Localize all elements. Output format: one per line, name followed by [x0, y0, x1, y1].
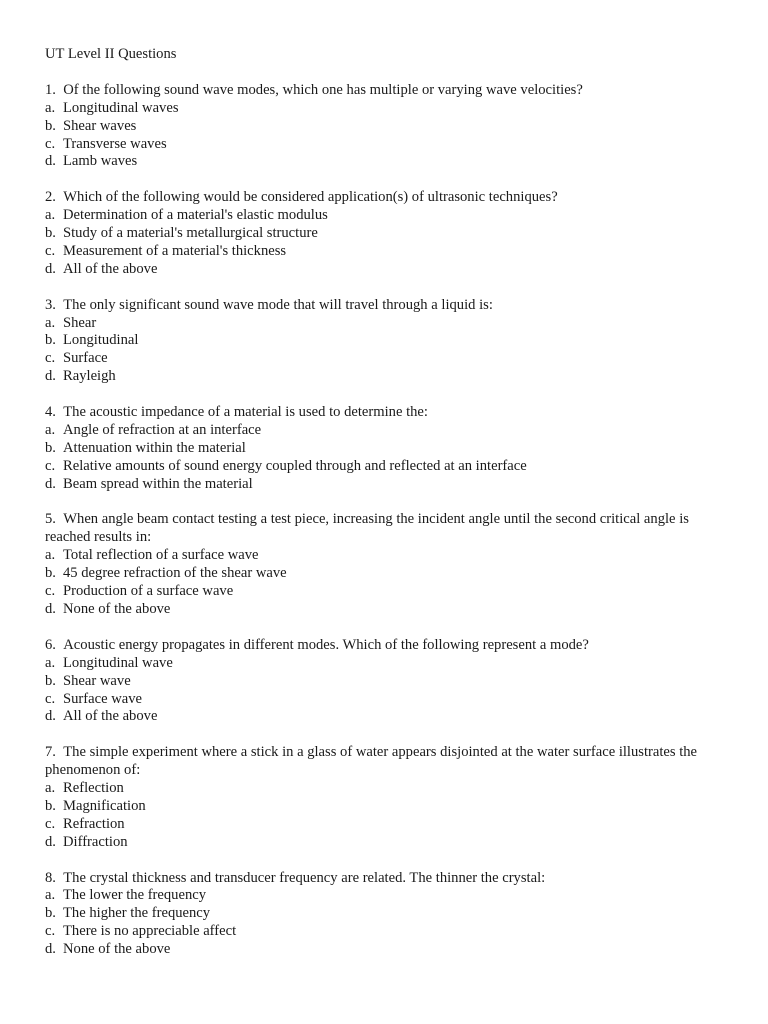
option-letter: a. [45, 421, 56, 438]
option-letter: c. [45, 350, 56, 367]
option-letter: d. [45, 941, 56, 958]
option-letter: d. [45, 708, 56, 725]
question-number: 4. [45, 404, 56, 421]
question-text [45, 511, 735, 547]
answer-option [45, 243, 735, 261]
question-text [45, 297, 735, 315]
option-text: Transverse waves [63, 135, 167, 152]
question-number: 5. [45, 511, 56, 528]
option-text: Beam spread within the material [63, 475, 253, 492]
answer-option [45, 458, 735, 476]
option-letter: a. [45, 887, 56, 904]
option-text: Diffraction [63, 833, 128, 850]
option-text: Magnification [63, 797, 146, 814]
option-text: Rayleigh [63, 368, 116, 385]
option-text: Angle of refraction at an interface [63, 421, 262, 438]
answer-option [45, 440, 735, 458]
option-text: Longitudinal [63, 332, 139, 349]
answer-option [45, 583, 735, 601]
option-letter: b. [45, 225, 56, 242]
answer-option [45, 655, 735, 673]
option-letter: d. [45, 368, 56, 385]
option-text: Attenuation within the material [63, 439, 246, 456]
option-text: Shear wave [63, 672, 131, 689]
question-text [45, 637, 735, 655]
option-letter: a. [45, 99, 56, 116]
option-text: Lamb waves [63, 153, 138, 170]
option-letter: b. [45, 117, 56, 134]
question-stem: Which of the following would be considered application(s) of ultrasonic techniques? [63, 189, 558, 206]
option-letter: c. [45, 923, 56, 940]
option-text: All of the above [63, 708, 158, 725]
option-letter: d. [45, 475, 56, 492]
option-text: Measurement of a material's thickness [63, 242, 287, 259]
answer-option [45, 368, 735, 386]
option-text: Refraction [63, 815, 125, 832]
question-list [45, 82, 735, 959]
option-letter: d. [45, 153, 56, 170]
question-stem: The crystal thickness and transducer frequency are related. The thinner the crystal: [63, 869, 546, 886]
option-text: Surface wave [63, 690, 143, 707]
question-text [45, 870, 735, 888]
option-text: Shear waves [63, 117, 137, 134]
question-6 [45, 637, 735, 727]
option-text: Shear [63, 314, 97, 331]
document-title: UT Level II Questions [45, 46, 177, 62]
question-5 [45, 511, 735, 618]
option-text: All of the above [63, 260, 158, 277]
answer-option [45, 332, 735, 350]
answer-option [45, 923, 735, 941]
option-letter: a. [45, 547, 56, 564]
answer-option [45, 136, 735, 154]
option-letter: c. [45, 457, 56, 474]
option-letter: b. [45, 332, 56, 349]
question-number: 3. [45, 296, 56, 313]
answer-option [45, 422, 735, 440]
question-stem: The acoustic impedance of a material is used to determine the: [63, 404, 428, 421]
option-letter: c. [45, 242, 56, 259]
question-2 [45, 189, 735, 279]
option-text: Longitudinal waves [63, 99, 179, 116]
option-text: There is no appreciable affect [63, 923, 237, 940]
option-letter: d. [45, 833, 56, 850]
question-stem: The simple experiment where a stick in a glass of water appears disjointed at the water surface illustrates the phenomenon of: [45, 744, 698, 779]
option-letter: a. [45, 207, 56, 224]
document-page [45, 46, 735, 977]
option-text: The lower the frequency [63, 887, 207, 904]
answer-option [45, 887, 735, 905]
question-stem: When angle beam contact testing a test piece, increasing the incident angle until the second critical angle is reached results in: [45, 511, 689, 546]
question-text [45, 744, 735, 780]
option-letter: c. [45, 583, 56, 600]
option-letter: b. [45, 439, 56, 456]
option-letter: d. [45, 601, 56, 618]
option-letter: c. [45, 135, 56, 152]
option-text: None of the above [63, 941, 171, 958]
question-number: 6. [45, 636, 56, 653]
option-letter: c. [45, 690, 56, 707]
option-text: Study of a material's metallurgical structure [63, 225, 318, 242]
option-text: Determination of a material's elastic modulus [63, 207, 328, 224]
question-3 [45, 297, 735, 387]
answer-option [45, 601, 735, 619]
answer-option [45, 691, 735, 709]
question-1 [45, 82, 735, 172]
option-letter: b. [45, 905, 56, 922]
question-text [45, 82, 735, 100]
answer-option [45, 476, 735, 494]
answer-option [45, 798, 735, 816]
answer-option [45, 834, 735, 852]
question-number: 8. [45, 869, 56, 886]
answer-option [45, 780, 735, 798]
option-letter: b. [45, 797, 56, 814]
option-letter: b. [45, 672, 56, 689]
option-text: Production of a surface wave [63, 583, 234, 600]
option-text: 45 degree refraction of the shear wave [63, 565, 287, 582]
question-text [45, 189, 735, 207]
answer-option [45, 816, 735, 834]
answer-option [45, 708, 735, 726]
option-text: Total reflection of a surface wave [63, 547, 259, 564]
answer-option [45, 350, 735, 368]
question-8 [45, 870, 735, 960]
answer-option [45, 673, 735, 691]
option-letter: c. [45, 815, 56, 832]
question-number: 7. [45, 744, 56, 761]
answer-option [45, 207, 735, 225]
question-4 [45, 404, 735, 494]
option-text: None of the above [63, 601, 171, 618]
answer-option [45, 225, 735, 243]
answer-option [45, 100, 735, 118]
answer-option [45, 941, 735, 959]
answer-option [45, 547, 735, 565]
question-text [45, 404, 735, 422]
option-text: Longitudinal wave [63, 654, 173, 671]
question-7 [45, 744, 735, 851]
option-letter: b. [45, 565, 56, 582]
answer-option [45, 153, 735, 171]
question-number: 2. [45, 189, 56, 206]
option-letter: a. [45, 780, 56, 797]
answer-option [45, 118, 735, 136]
option-text: Reflection [63, 780, 124, 797]
answer-option [45, 261, 735, 279]
question-stem: The only significant sound wave mode that will travel through a liquid is: [63, 296, 493, 313]
option-letter: d. [45, 260, 56, 277]
answer-option [45, 315, 735, 333]
option-text: The higher the frequency [63, 905, 211, 922]
option-text: Relative amounts of sound energy coupled through and reflected at an interface [63, 457, 527, 474]
answer-option [45, 565, 735, 583]
option-letter: a. [45, 314, 56, 331]
question-stem: Acoustic energy propagates in different modes. Which of the following represent a mode? [63, 636, 589, 653]
answer-option [45, 905, 735, 923]
question-stem: Of the following sound wave modes, which one has multiple or varying wave velocities? [63, 81, 583, 98]
option-text: Surface [63, 350, 108, 367]
option-letter: a. [45, 654, 56, 671]
question-number: 1. [45, 81, 56, 98]
